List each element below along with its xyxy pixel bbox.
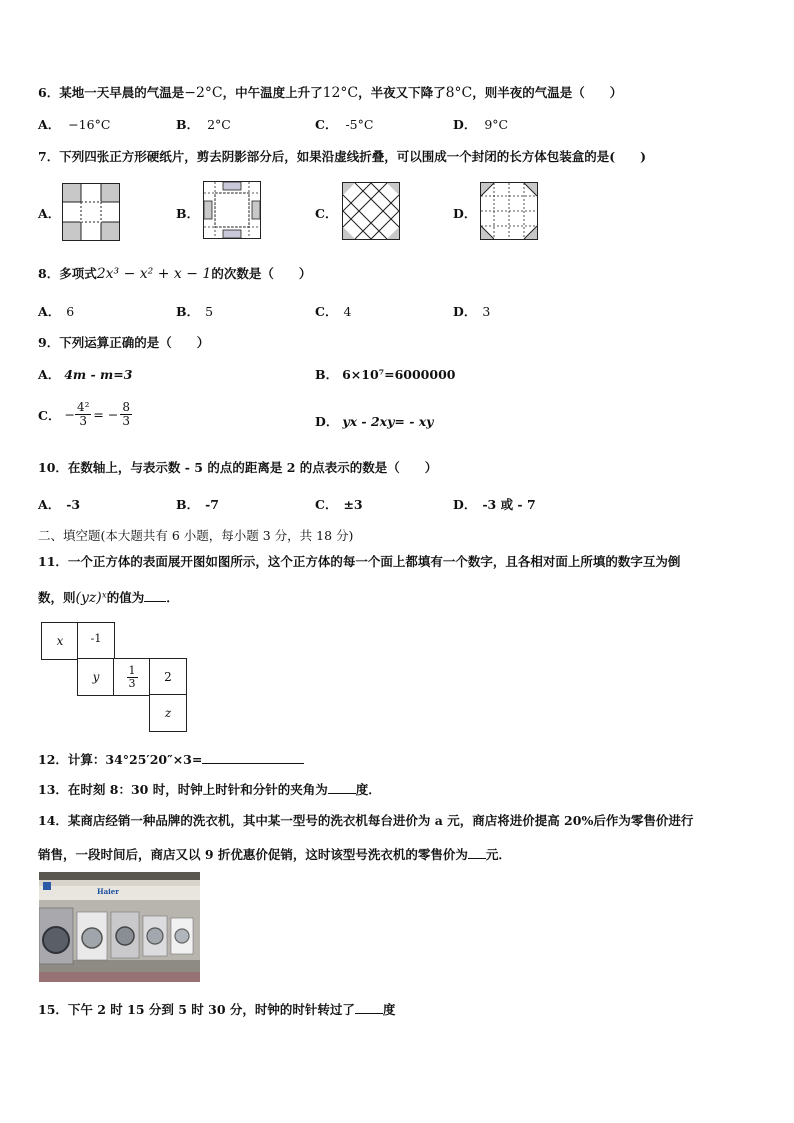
q6-stem-a: 某地一天早晨的气温是: [59, 85, 185, 100]
q10-stem: 10．在数轴上，与表示数 - 5 的点的距离是 2 的点表示的数是（ ）: [38, 460, 438, 475]
net-cell-z: [149, 694, 187, 732]
q12-text: 12．计算：34°25′20″×3=: [38, 752, 203, 767]
cell-text: -1: [90, 632, 102, 645]
q6-option-b: [176, 115, 231, 133]
net-cell-third: [113, 658, 151, 696]
q13-text-a: 13．在时刻 8：30 时，时钟上时针和分针的夹角为: [38, 782, 328, 797]
option-text: 6: [66, 304, 75, 319]
q14-line2-b: 元．: [485, 847, 511, 862]
q9-option-d: [315, 412, 433, 430]
fraction-right: [120, 401, 132, 428]
net-cell-two: [149, 658, 187, 696]
numerator: 8: [122, 400, 130, 414]
option-text: -3 或 - 7: [482, 497, 536, 512]
denominator: 3: [79, 414, 87, 428]
cell-text: z: [164, 706, 172, 720]
q13-line: [38, 780, 381, 798]
q7-stem: 7．下列四张正方形硬纸片，剪去阴影部分后，如果沿虚线折叠，可以围成一个封闭的长方体包装盒的是( ): [38, 149, 647, 164]
option-label: D．: [315, 414, 339, 429]
washing-machine-photo: [39, 872, 200, 982]
q15-text-a: 15．下午 2 时 15 分到 5 时 30 分，时钟的时针转过了: [38, 1002, 355, 1017]
q9-option-b: [315, 365, 455, 383]
section-2-title: 二、填空题(本大题共有 6 小题，每小题 3 分，共 18 分): [38, 528, 354, 543]
option-text: 2°C: [207, 117, 231, 132]
q6-option-c: [315, 115, 373, 133]
cell-text: y: [92, 670, 100, 684]
q8-stem: [38, 264, 311, 282]
option-label: A．: [38, 304, 61, 319]
q12-answer-blank[interactable]: [202, 753, 304, 764]
option-label: C．: [315, 117, 338, 132]
q11-line2: [38, 588, 179, 606]
option-text: 6×10⁷=6000000: [342, 367, 456, 382]
q11-line1: 11．一个正方体的表面展开图如图所示，这个正方体的每一个面上都填有一个数字，且各相对面上所填的数字互为倒: [38, 554, 681, 569]
option-text: 9°C: [484, 117, 509, 132]
q6-number: 6．: [38, 85, 60, 100]
numerator: 1: [128, 663, 136, 677]
q11-answer-blank[interactable]: [144, 591, 166, 602]
option-label: A．: [38, 497, 61, 512]
option-text: 3: [482, 304, 491, 319]
option-text: -7: [205, 497, 219, 512]
fraction-left: [75, 401, 91, 428]
option-text: -3: [66, 497, 81, 512]
q8-option-d: [453, 302, 490, 320]
q8-option-a: [38, 302, 74, 320]
q15-line: [38, 1000, 395, 1018]
q6-stem: [38, 83, 622, 101]
q9-stem: 9．下列运算正确的是（ ）: [38, 335, 210, 350]
q14-line2-a: 销售，一段时间后，商店又以 9 折优惠价促销，这时该型号洗衣机的零售价为: [38, 847, 468, 862]
option-label: D．: [453, 117, 477, 132]
option-label: B．: [176, 497, 200, 512]
net-cell-y: [77, 658, 115, 696]
q7-figure-c: [342, 182, 400, 240]
option-label: C．: [315, 497, 338, 512]
option-label: A．: [38, 117, 61, 132]
option-label: A．: [38, 367, 61, 382]
q8-polynomial: 2x³ − x² + x − 1: [96, 266, 212, 282]
q11-line2-a: 数，则: [38, 590, 76, 605]
q7-option-b-label: B．: [176, 206, 200, 221]
option-label: C．: [315, 304, 338, 319]
option-label: D．: [453, 497, 477, 512]
c-minus: −: [64, 407, 75, 422]
option-label: B．: [176, 304, 200, 319]
q10-option-a: [38, 495, 80, 513]
q6-stem-b: ，中午温度上升了: [222, 85, 323, 100]
q15-answer-blank[interactable]: [355, 1003, 383, 1014]
q11-line2-b: 的值为: [106, 590, 145, 605]
c-equals: = −: [93, 407, 119, 422]
option-text: yx - 2xy= - xy: [342, 414, 434, 429]
denominator: 3: [128, 676, 136, 690]
q8-number: 8．多项式: [38, 266, 97, 281]
option-text: -5°C: [345, 117, 374, 132]
q6-stem-d: ，则半夜的气温是（ ）: [472, 85, 623, 100]
q7-option-c-label: C．: [315, 206, 338, 221]
option-text: 4m - m=3: [64, 367, 133, 382]
q7-option-d-label: D．: [453, 206, 477, 221]
q14-line2: [38, 845, 511, 863]
cell-text: x: [56, 634, 64, 648]
q6-temp2: 12°C: [322, 85, 359, 101]
q7-figure-d: [480, 182, 538, 240]
q11-expression: (yz)ˣ: [75, 590, 107, 606]
q8-option-b: [176, 302, 213, 320]
q6-temp3: 8°C: [445, 85, 473, 101]
denominator: 3: [122, 414, 130, 428]
net-cell-neg1: [77, 622, 115, 660]
q9-option-c: [38, 401, 132, 428]
q7-figure-a: [62, 183, 120, 241]
q7-figure-b: [203, 181, 261, 239]
one-third-fraction: [127, 665, 138, 690]
option-text: 5: [205, 304, 214, 319]
q15-text-b: 度: [382, 1002, 396, 1017]
q14-line1: 14．某商店经销一种品牌的洗衣机，其中某一型号的洗衣机每台进价为 a 元，商店将进价提高 20%后作为零售价进行: [38, 813, 694, 828]
q14-answer-blank[interactable]: [468, 848, 486, 859]
q8-option-c: [315, 302, 351, 320]
q10-option-d: [453, 495, 536, 513]
q6-option-a: [38, 115, 110, 133]
q7-option-a-label: A．: [38, 206, 61, 221]
q6-option-d: [453, 115, 508, 133]
q10-option-c: [315, 495, 363, 513]
option-label: D．: [453, 304, 477, 319]
q13-answer-blank[interactable]: [328, 783, 356, 794]
q6-stem-c: ，半夜又下降了: [358, 85, 446, 100]
q8-tail: 的次数是（ ）: [211, 266, 312, 281]
cell-text: 2: [164, 670, 172, 684]
q11-line2-c: ．: [166, 590, 179, 605]
option-text: −16°C: [68, 117, 111, 132]
q9-option-a: [38, 365, 132, 383]
option-label: B．: [176, 117, 200, 132]
numerator: 4²: [76, 400, 90, 414]
net-cell-x: [41, 622, 79, 660]
q12-line: [38, 750, 304, 768]
option-text: ±3: [343, 497, 363, 512]
q13-text-b: 度．: [355, 782, 381, 797]
q6-temp1: −2°C: [184, 85, 223, 101]
photo-brand-sign: Haier: [97, 887, 119, 896]
option-label: C．: [38, 407, 61, 423]
option-label: B．: [315, 367, 339, 382]
q10-option-b: [176, 495, 219, 513]
option-text: 4: [343, 304, 352, 319]
